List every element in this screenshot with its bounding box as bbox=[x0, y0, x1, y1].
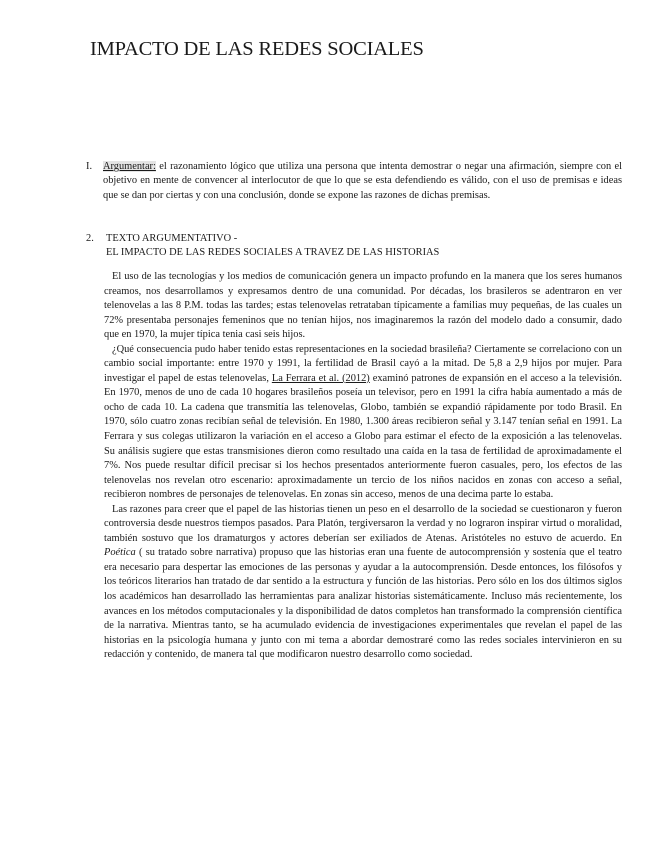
essay-paragraph: El uso de las tecnologías y los medios de comunicación genera un impacto profundo en la manera que los seres humanos creamos, nos desarrollamos y expresamos dentro de una comunidad. Por décadas, los brasileros se adentraron en ver telenovelas a las 8 P.M. todas las tardes; estas telenovelas retrataban típicamente a familias muy pequeñas, de las cuales un 72% presentaba personajes femeninos que no tenían hijos, nos imaginaremos la razón del modelo dado a consumir, dado que en 1970, la mujer típica tenia casi seis hijos. bbox=[104, 271, 622, 341]
section-texto-argumentativo bbox=[86, 232, 606, 260]
paragraph-text: Las razones para creer que el papel de las historias tienen un peso en el desarrollo de la sociedad se cuestionaron y fueron controversia desde nuestros tiempos pasados. Para Platón, tergiversaron la verdad y no lograron inspirar virtud o moralidad, también sostuvo que los dramaturgos y actores deberían ser exiliados de Atenas. Aristóteles no estuvo de acuerdo. En bbox=[104, 503, 622, 544]
work-title: Poética bbox=[104, 547, 136, 559]
paragraph-text: ¿Qué consecuencia pudo haber tenido estas representaciones en la sociedad brasileña? Ciertamente se correlaciono con un cambio social importante: entre 1970 y 1991, la fertilidad de Brasil cayó a la mitad. De 5,8 a 2,9 hijos por mujer. Para investigar el papel de estas telenovelas, bbox=[104, 343, 622, 384]
document-title: IMPACTO DE LAS REDES SOCIALES bbox=[90, 38, 424, 60]
definition-text bbox=[103, 160, 622, 203]
section-argumentar bbox=[86, 160, 622, 203]
section-number: 2. bbox=[86, 233, 94, 244]
essay-body bbox=[104, 270, 622, 663]
essay-paragraph bbox=[104, 503, 622, 663]
section-subheading: EL IMPACTO DE LAS REDES SOCIALES A TRAVEZ DE LAS HISTORIAS bbox=[106, 247, 440, 258]
paragraph-text: ( su tratado sobre narrativa) propuso que las historias eran una fuente de autocomprensión y sostenía que el teatro era necesario para despertar las emociones de las personas y ayudar a la autocomprensión. Desde entonces, los filósofos y los teóricos literarios han tratado de dar sentido a la estructura y función de las historias. Pero sólo en los dos últimos siglos los académicos han desarrollado las herramientas para analizar historias sistemáticamente. Incluso más recientemente, los avances en los métodos computacionales y la disponibilidad de datos completos han transformado la comprensión científica de la narrativa. Mientras tanto, se ha acumulado evidencia de investigaciones experimentales que revelan el papel de las historias en la psicología humana y junto con mi tema a abordar demostraré como las redes sociales intervinieron en su redacción y contenido, de manera tal que modificaron nuestro desarrollo como sociedad. bbox=[104, 547, 622, 661]
paragraph-text: examinó patrones de expansión en el acceso a la televisión. En 1970, menos de uno de cada 10 hogares brasileños poseía un televisor, pero en 1991 la cifra había aumentado a más de ocho de cada 10. La cadena que transmitía las telenovelas, Globo, también se expandió rápidamente por todo Brasil. En 1970, sólo cuatro zonas recibían señal de televisión. En 1980, 1.300 áreas recibieron señal y 3.147 tenían señal en 1991. La Ferrara y sus colegas utilizaron la variación en el acceso a Globo para estimar el efecto de la exposición a las telenovelas. Su análisis sugiere que estas transmisiones dieron como resultado una caída en la tasa de fertilidad de aproximadamente el 7%. Nos puede resultar difícil precisar si los hechos presentados anteriormente fueron casuales, pero, los efectos de las telenovelas nos revelan otro escenario: aproximadamente un tercio de los niños nacidos en zonas con acceso a señal, recibieron nombres de personajes de telenovelas. En zonas sin acceso, menos de una decima parte lo estaba. bbox=[104, 372, 622, 501]
section-number: I. bbox=[86, 161, 93, 172]
section-heading: TEXTO ARGUMENTATIVO - bbox=[106, 233, 238, 244]
essay-paragraph bbox=[104, 343, 622, 503]
definition-body: el razonamiento lógico que utiliza una persona que intenta demostrar o negar una afirmación, siempre con el objetivo en mente de convencer al interlocutor de que lo que se esta defendiendo es válido, con el uso de premisas e ideas que se dan por ciertas y con una conclusión, donde se expone las razones de dichas premisas. bbox=[103, 161, 622, 201]
citation-link: La Ferrara et al. (2012) bbox=[271, 372, 370, 384]
defined-term: Argumentar: bbox=[103, 161, 156, 172]
